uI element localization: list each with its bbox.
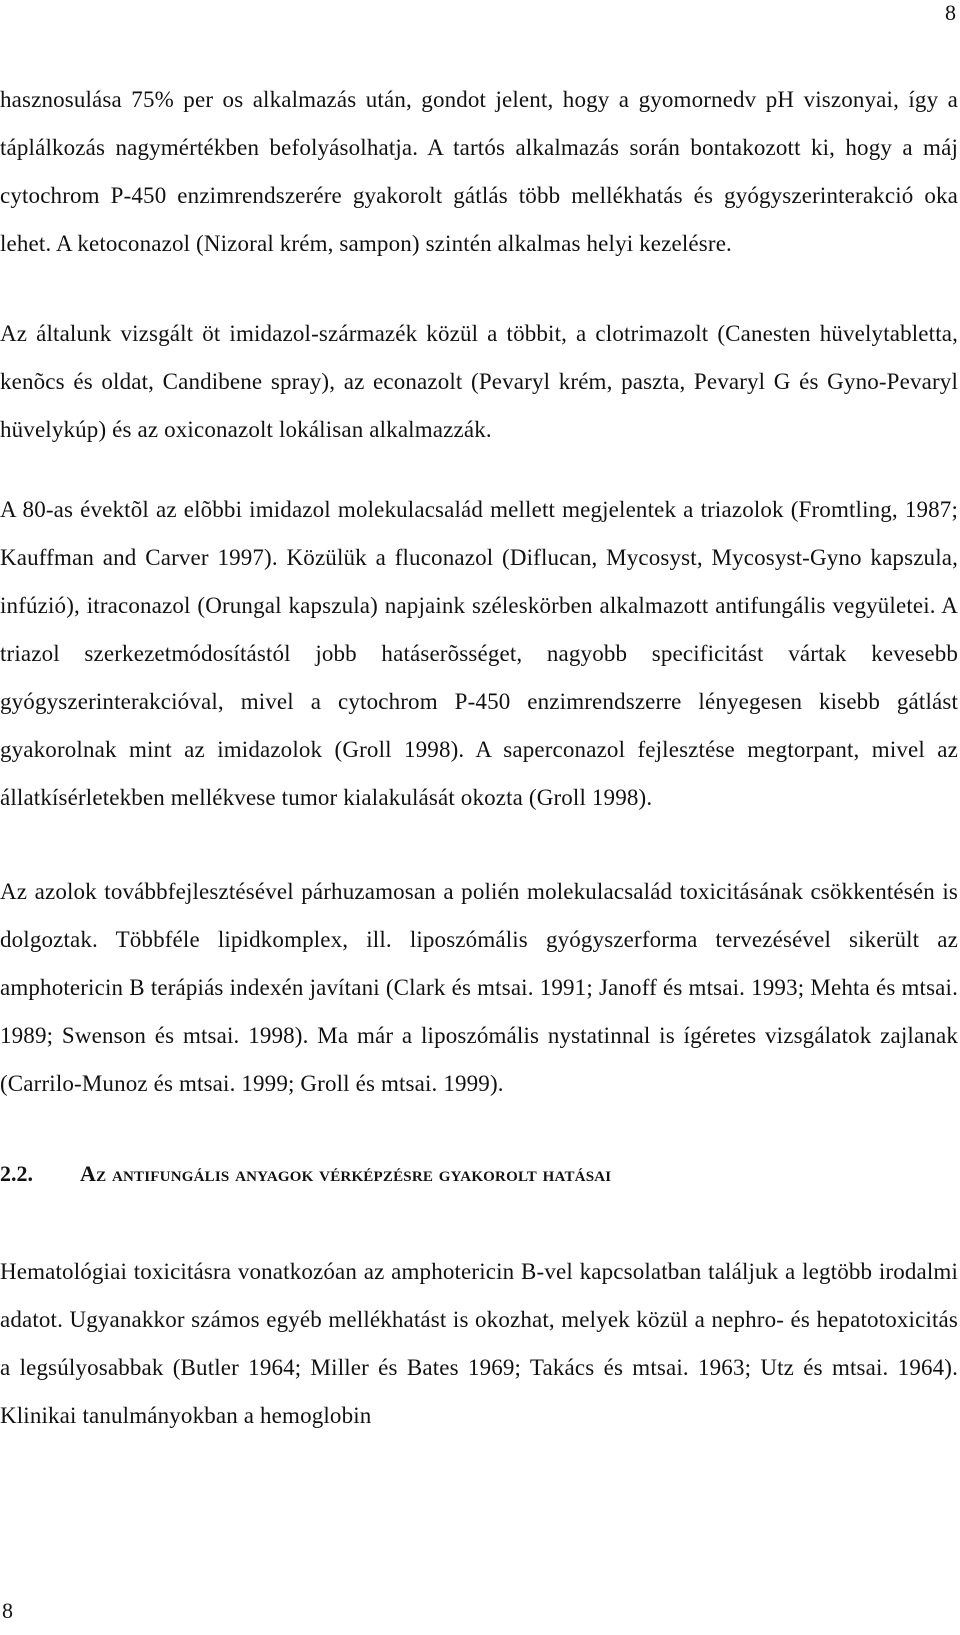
paragraph-polyene-lipid-forms: Az azolok továbbfejlesztésével párhuzamosan a polién molekulacsalád toxicitásának csökkentésén is dolgoztak. Többféle lipidkomplex, ill. liposzómális gyógyszerforma tervezésével sikerült az amphotericin B terápiás indexén javítani (Clark és mtsai. 1991; Janoff és mtsai. 1993; Mehta és mtsai. 1989; Swenson és mtsai. 1998). Ma már a liposzómális nystatinnal is ígéretes vizsgálatok zajlanak (Carrilo-Munoz és mtsai. 1999; Groll és mtsai. 1999). <box>0 879 958 1096</box>
section-heading <box>0 1150 958 1198</box>
paragraph-hematological-toxicity: Hematológiai toxicitásra vonatkozóan az amphotericin B-vel kapcsolatban találjuk a legtöbb irodalmi adatot. Ugyanakkor számos egyéb mellékhatást is okozhat, melyek közül a nephro- és hepatotoxicitás a legsúlyosabbak (Butler 1964; Miller és Bates 1969; Takács és mtsai. 1963; Utz és mtsai. 1964). Klinikai tanulmányokban a hemoglobin <box>0 1259 958 1428</box>
section-title: Az antifungális anyagok vérképzésre gyakorolt hatásai <box>80 1161 612 1186</box>
paragraph-imidazole-derivatives: Az általunk vizsgált öt imidazol-származék közül a többit, a clotrimazolt (Canesten hüvelytabletta, kenõcs és oldat, Candibene spray), az econazolt (Pevaryl krém, paszta, Pevaryl G és Gyno-Pevaryl hüvelykúp) és az oxiconazolt lokálisan alkalmazzák. <box>0 321 958 442</box>
page-number-top: 8 <box>945 0 956 25</box>
paragraph-ketoconazole: hasznosulása 75% per os alkalmazás után, gondot jelent, hogy a gyomornedv pH viszonyai, így a táplálkozás nagymértékben befolyásolhatja. A tartós alkalmazás során bontakozott ki, hogy a máj cytochrom P-450 enzimrendszerére gyakorolt gátlás több mellékhatás és gyógyszerinterakció oka lehet. A ketoconazol (Nizoral krém, sampon) szintén alkalmas helyi kezelésre. <box>0 87 958 256</box>
paragraph-triazoles: A 80-as évektõl az elõbbi imidazol molekulacsalád mellett megjelentek a triazolok (Fromtling, 1987; Kauffman and Carver 1997). Közülük a fluconazol (Diflucan, Mycosyst, Mycosyst-Gyno kapszula, infúzió), itraconazol (Orungal kapszula) napjaink széleskörben alkalmazott antifungális vegyületei. A triazol szerkezetmódosítástól jobb hatáserõsséget, nagyobb specificitást vártak kevesebb gyógyszerinterakcióval, mivel a cytochrom P-450 enzimrendszerre lényegesen kisebb gátlást gyakorolnak mint az imidazolok (Groll 1998). A saperconazol fejlesztése megtorpant, mivel az állatkísérletekben mellékvese tumor kialakulását okozta (Groll 1998). <box>0 497 958 810</box>
document-body <box>0 76 958 1440</box>
page-number-bottom: 8 <box>2 1598 13 1623</box>
section-number: 2.2. <box>0 1161 33 1186</box>
